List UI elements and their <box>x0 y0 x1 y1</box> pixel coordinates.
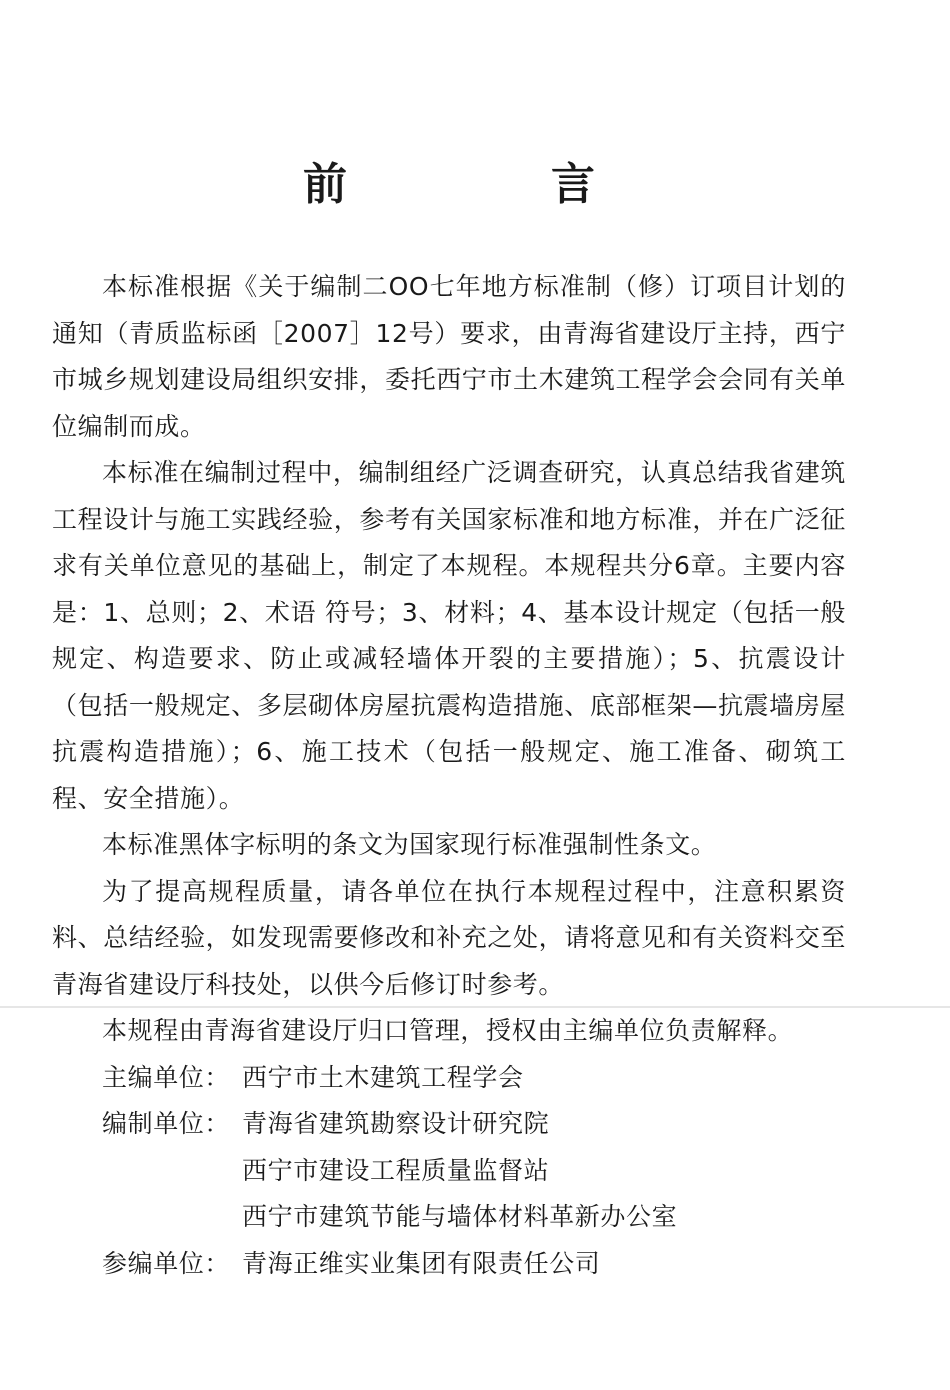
scan-artifact-line <box>0 1006 950 1008</box>
paragraph-process: 本标准在编制过程中，编制组经广泛调查研究，认真总结我省建筑工程设计与施工实践经验，参考有关国家标准和地方标准，并在广泛征求有关单位意见的基础上，制定了本规程。本规程共分6章。主要内容是：1、总则；2、术语 符号；3、材料；4、基本设计规定（包括一般规定、构造要求、防止或减轻墙体开裂的主要措施）；5、抗震设计（包括一般规定、多层砌体房屋抗震构造措施、底部框架—抗震墙房屋抗震构造措施）；6、施工技术（包括一般规定、施工准备、砌筑工程、安全措施）。 <box>52 458 846 813</box>
unit-values <box>242 1101 677 1241</box>
page-title: 前 言 <box>303 159 675 210</box>
drafting-units <box>52 1101 846 1241</box>
chief-editor-unit <box>52 1055 846 1102</box>
unit-values <box>242 1055 524 1102</box>
paragraph-basis: 本标准根据《关于编制二OO七年地方标准制（修）订项目计划的通知（青质监标函［2007］12号）要求，由青海省建设厅主持，西宁市城乡规划建设局组织安排，委托西宁市土木建筑工程学会会同有关单位编制而成。 <box>52 272 846 441</box>
paragraph-mandatory-clauses: 本标准黑体字标明的条文为国家现行标准强制性条文。 <box>102 830 717 859</box>
unit-name: 西宁市建设工程质量监督站 <box>242 1155 550 1185</box>
unit-label: 编制单位： <box>102 1109 231 1138</box>
unit-label: 参编单位： <box>102 1248 231 1278</box>
unit-values <box>242 1241 600 1288</box>
unit-label: 主编单位： <box>102 1062 231 1092</box>
unit-name: 青海省建筑勘察设计研究院 <box>242 1109 550 1138</box>
participating-unit <box>52 1241 846 1288</box>
paragraph-feedback: 为了提高规程质量，请各单位在执行本规程过程中，注意积累资料、总结经验，如发现需要修改和补充之处，请将意见和有关资料交至青海省建设厅科技处，以供今后修订时参考。 <box>52 876 846 999</box>
unit-name: 西宁市土木建筑工程学会 <box>242 1062 524 1092</box>
unit-name: 青海正维实业集团有限责任公司 <box>242 1248 601 1278</box>
paragraph-management: 本规程由青海省建设厅归口管理，授权由主编单位负责解释。 <box>102 1016 794 1045</box>
unit-name: 西宁市建筑节能与墙体材料革新办公室 <box>242 1202 678 1231</box>
